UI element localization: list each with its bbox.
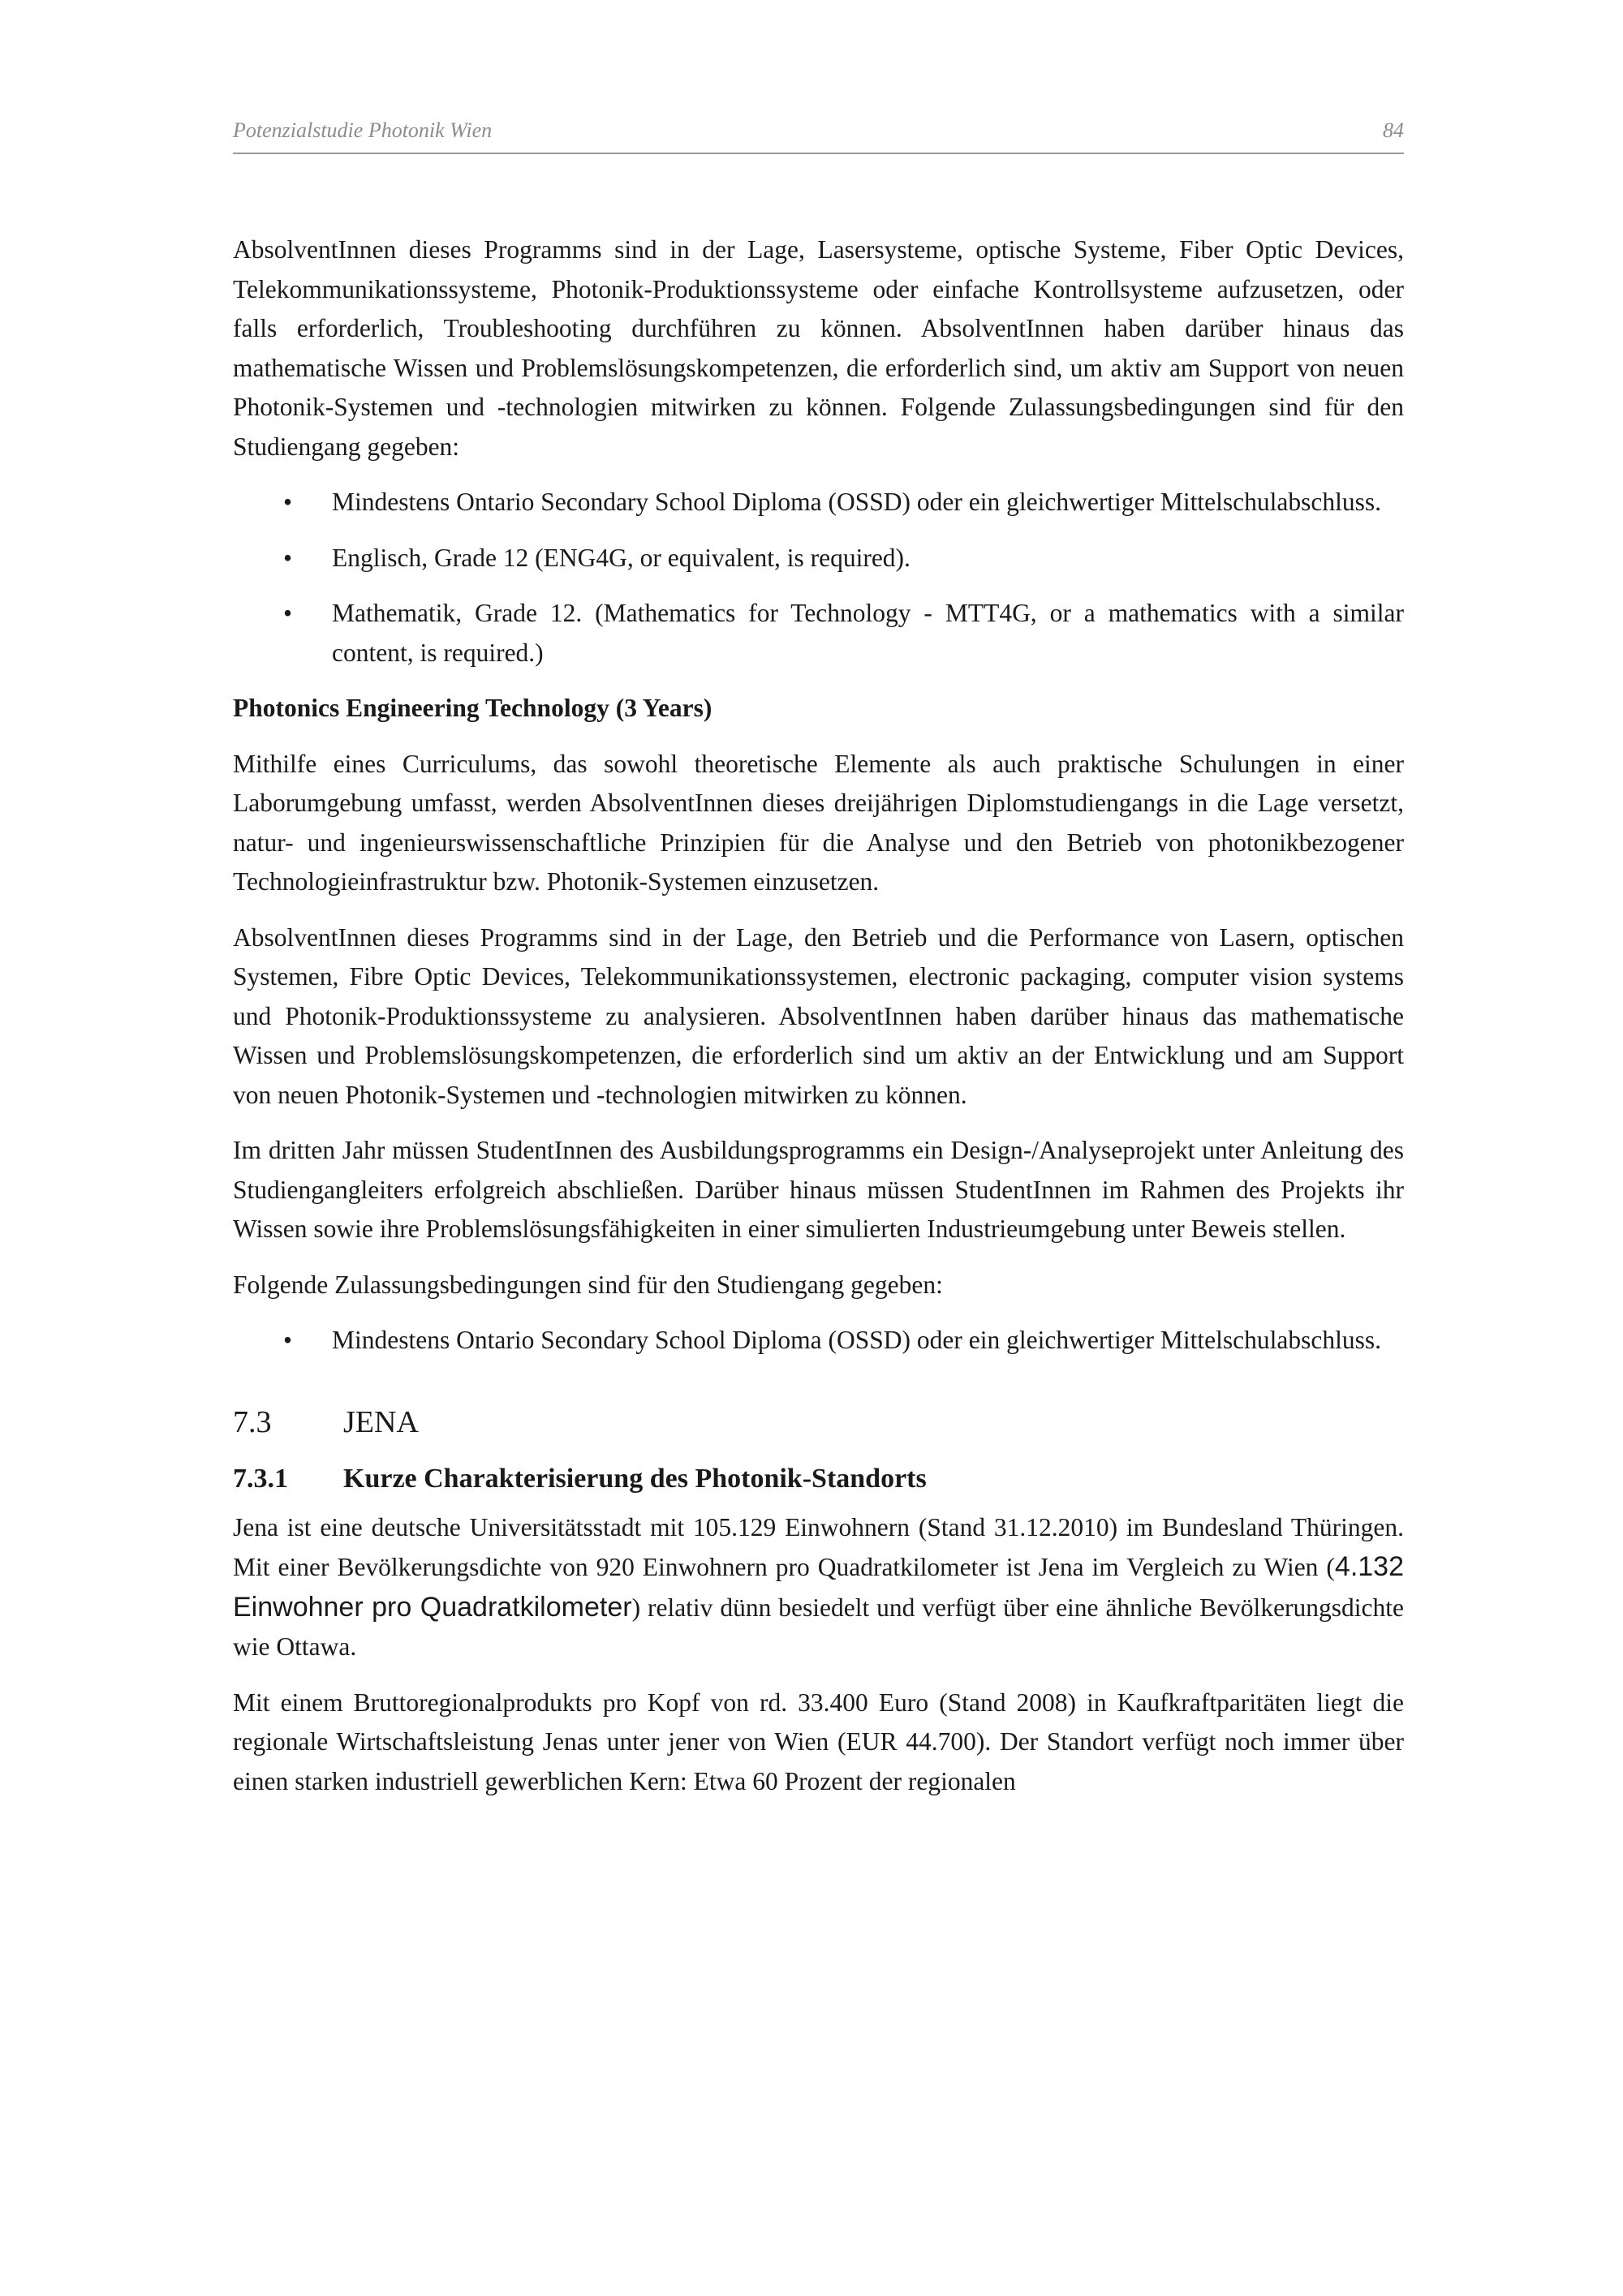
paragraph-jena-economy: Mit einem Bruttoregionalprodukts pro Kopf von rd. 33.400 Euro (Stand 2008) in Kaufkraftparitäten liegt die regionale Wirtschaftsleistung Jenas unter jener von Wien (EUR 44.700). Der Standort verfügt noch immer über einen starken industriell gewerblichen Kern: Etwa 60 Prozent der regionalen <box>233 1688 1404 1795</box>
jena-text-after: ) relativ dünn besiedelt und verfügt über eine ähnliche Bevölkerungsdichte wie Ottawa. <box>233 1593 1405 1661</box>
page-number: 84 <box>1383 118 1404 142</box>
paragraph-third-year: Im dritten Jahr müssen StudentInnen des Ausbildungsprogramms ein Design-/Analyseprojekt unter Anleitung des Studiengangleiters erfolgreich abschließen. Darüber hinaus müssen StudentInnen im Rahmen des Projekts ihr Wissen sowie ihre Problemslösungsfähigkeiten in einer simulierten Industrieumgebung unter Beweis stellen. <box>233 1136 1404 1243</box>
paragraph-admission-intro: Folgende Zulassungsbedingungen sind für den Studiengang gegeben: <box>233 1270 943 1299</box>
page-body <box>233 230 1404 1817</box>
running-header-title: Potenzialstudie Photonik Wien <box>233 118 493 142</box>
list-item <box>233 539 1404 578</box>
admission-requirements-list-1 <box>233 483 1404 673</box>
paragraph-graduates-analysis: AbsolventInnen dieses Programms sind in der Lage, den Betrieb und die Performance von Lasern, optischen Systemen, Fibre Optic Devices, Telekommunikationssystemen, electronic packaging, computer vision systems und Photonik-Produktionssysteme zu analysieren. AbsolventInnen haben darüber hinaus das mathematische Wissen und Problemslösungskompetenzen, die erforderlich sind um aktiv an der Entwicklung und am Support von neuen Photonik-Systemen und -technologien mitwirken zu können. <box>233 922 1404 1109</box>
paragraph-curriculum: Mithilfe eines Curriculums, das sowohl theoretische Elemente als auch praktische Schulungen in einer Laborumgebung umfasst, werden AbsolventInnen dieses dreijährigen Diplomstudiengangs in die Lage versetzt, natur- und ingenieurswissenschaftliche Prinzipien für die Analyse und den Betrieb von photonikbezogener Technologieinfrastruktur bzw. Photonik-Systemen einzusetzen. <box>233 749 1404 896</box>
bullet-icon: • <box>283 543 293 572</box>
jena-text-before: Jena ist eine deutsche Universitätsstadt mit 105.129 Einwohnern (Stand 31.12.2010) im Bundesland Thüringen. Mit einer Bevölkerungsdichte von 920 Einwohnern pro Quadratkilometer ist Jena im Vergleich zu Wien ( <box>233 1512 1404 1581</box>
section-title: JENA <box>343 1404 419 1439</box>
subsection-heading <box>233 1458 1404 1500</box>
subsection-number: 7.3.1 <box>233 1463 288 1494</box>
running-header <box>233 115 1404 154</box>
vienna-density-text: 4.132 Einwohner pro Quadratkilometer <box>233 1551 1404 1623</box>
list-item-text: Englisch, Grade 12 (ENG4G, or equivalent, is required). <box>332 543 911 572</box>
bullet-icon: • <box>283 599 293 627</box>
list-item-text: Mindestens Ontario Secondary School Diploma (OSSD) oder ein gleichwertiger Mittelschulabschluss. <box>332 1326 1382 1354</box>
subsection-title: Kurze Charakterisierung des Photonik-Standorts <box>343 1463 927 1494</box>
admission-requirements-list-2 <box>233 1321 1404 1361</box>
list-item <box>233 1321 1404 1361</box>
bullet-icon: • <box>283 1326 293 1354</box>
program-heading: Photonics Engineering Technology (3 Years) <box>233 694 712 722</box>
list-item-text: Mathematik, Grade 12. (Mathematics for Technology - MTT4G, or a mathematics with a similar content, is required.) <box>332 599 1404 667</box>
paragraph-graduates-skills: AbsolventInnen dieses Programms sind in der Lage, Lasersysteme, optische Systeme, Fiber Optic Devices, Telekommunikationssysteme, Photonik-Produktionssysteme oder einfache Kontrollsysteme aufzusetzen, oder falls erforderlich, Troubleshooting durchführen zu können. AbsolventInnen haben darüber hinaus das mathematische Wissen und Problemslösungskompetenzen, die erforderlich sind, um aktiv am Support von neuen Photonik-Systemen und -technologien mitwirken zu können. Folgende Zulassungsbedingungen sind für den Studiengang gegeben: <box>233 235 1404 461</box>
paragraph-jena-population <box>233 1508 1404 1667</box>
section-number: 7.3 <box>233 1404 272 1439</box>
section-heading <box>233 1400 1404 1445</box>
list-item <box>233 483 1404 522</box>
list-item <box>233 594 1404 673</box>
bullet-icon: • <box>283 488 293 516</box>
list-item-text: Mindestens Ontario Secondary School Diploma (OSSD) oder ein gleichwertiger Mittelschulabschluss. <box>332 488 1382 516</box>
